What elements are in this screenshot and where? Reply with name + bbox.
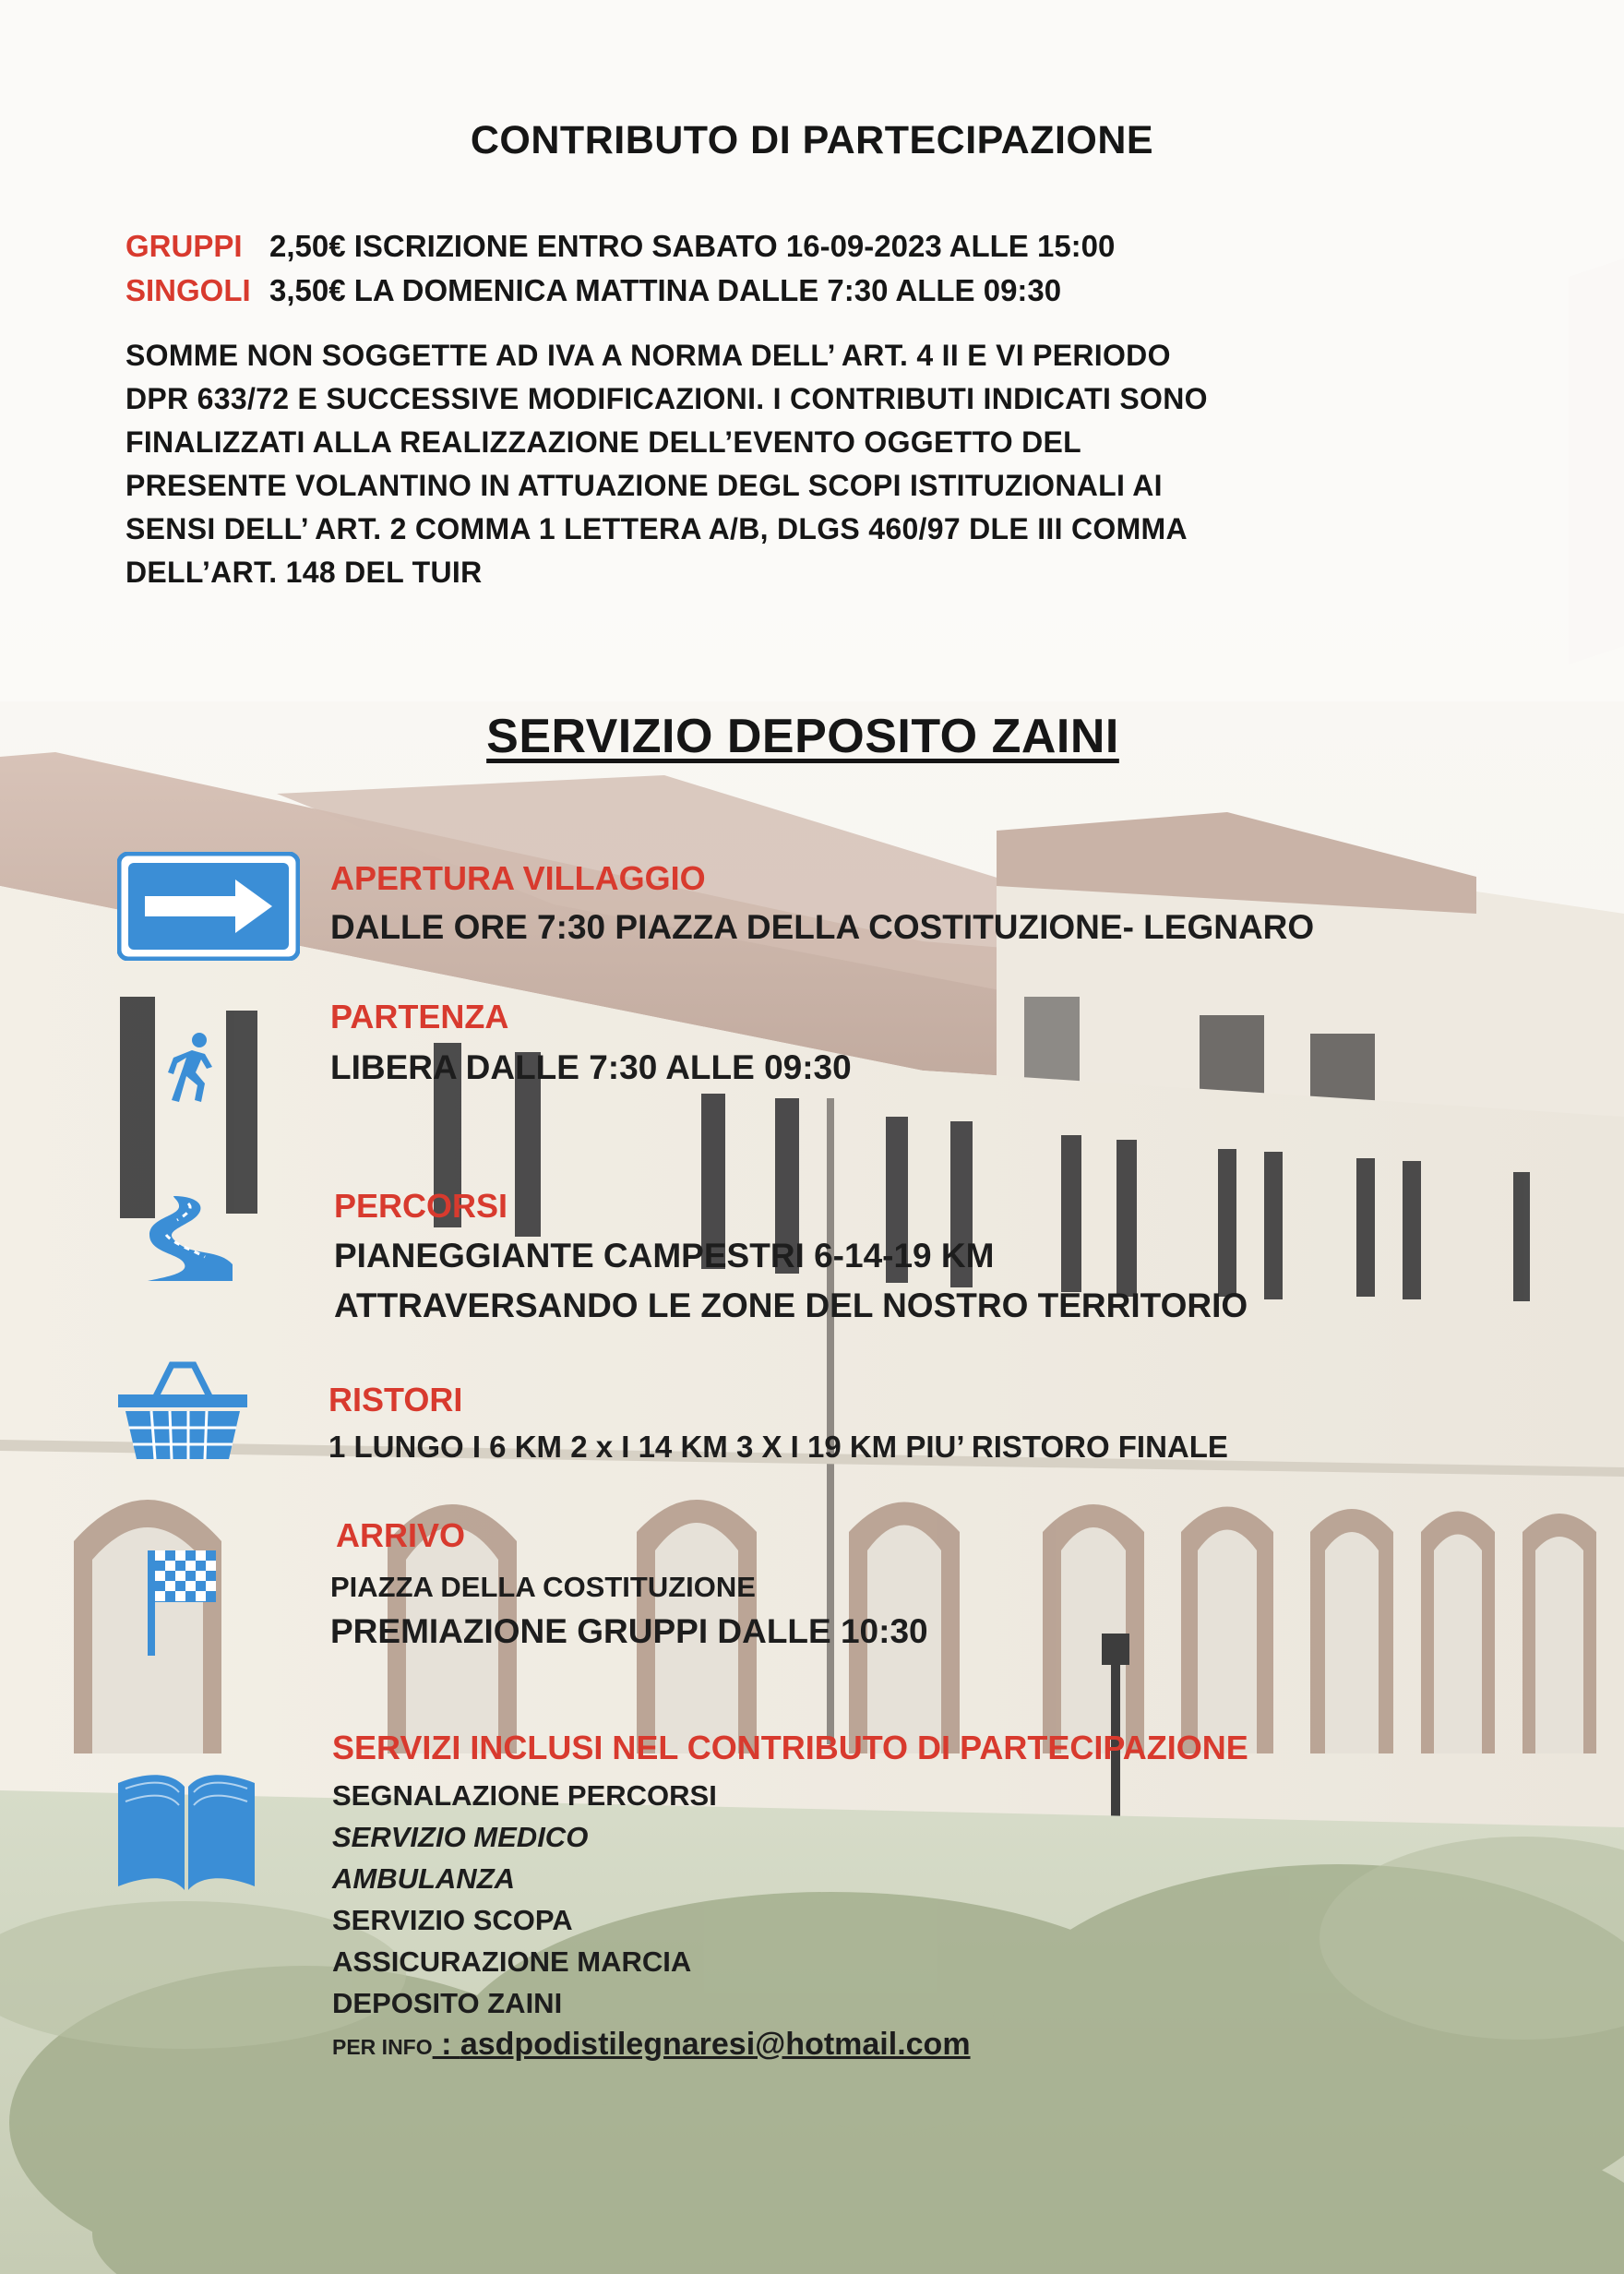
servizi-item: ASSICURAZIONE MARCIA — [332, 1945, 692, 1978]
servizi-item: SERVIZIO MEDICO — [332, 1821, 589, 1853]
info-contact — [332, 2027, 971, 2063]
apertura-line: DALLE ORE 7:30 PIAZZA DELLA COSTITUZIONE- LEGNARO — [330, 908, 1315, 946]
info-email-link[interactable]: asdpodistilegnaresi@hotmail.com — [460, 2027, 971, 2062]
servizi-item: DEPOSITO ZAINI — [332, 1987, 563, 2019]
arrivo-line-1: PIAZZA DELLA COSTITUZIONE — [330, 1571, 756, 1603]
servizi-item: AMBULANZA — [332, 1862, 516, 1895]
runner-icon — [164, 1032, 218, 1104]
fee-row-gruppi — [125, 229, 1115, 264]
percorsi-line-1: PIANEGGIANTE CAMPESTRI 6-14-19 KM — [334, 1237, 995, 1275]
basket-icon — [114, 1361, 251, 1463]
fee-text-singoli: 3,50€ LA DOMENICA MATTINA DALLE 7:30 ALLE 09:30 — [269, 273, 1062, 307]
arrow-sign-icon — [117, 852, 300, 961]
ristori-line: 1 LUNGO I 6 KM 2 x I 14 KM 3 X I 19 KM PIU’ RISTORO FINALE — [328, 1430, 1228, 1464]
fee-text-gruppi: 2,50€ ISCRIZIONE ENTRO SABATO 16-09-2023 ALLE 15:00 — [269, 229, 1116, 263]
apertura-heading: APERTURA VILLAGGIO — [330, 859, 706, 897]
checkered-flag-icon — [146, 1547, 220, 1658]
fee-label-singoli: SINGOLI — [125, 273, 251, 307]
ristori-heading: RISTORI — [328, 1381, 463, 1418]
partenza-heading: PARTENZA — [330, 998, 509, 1035]
open-book-icon — [114, 1765, 258, 1894]
servizi-item: SERVIZIO SCOPA — [332, 1904, 573, 1936]
arrivo-line-2: PREMIAZIONE GRUPPI DALLE 10:30 — [330, 1612, 928, 1650]
arrivo-heading: ARRIVO — [336, 1516, 466, 1554]
partenza-line: LIBERA DALLE 7:30 ALLE 09:30 — [330, 1048, 852, 1086]
info-prefix: PER INFO — [332, 2035, 433, 2059]
servizi-heading: SERVIZI INCLUSI NEL CONTRIBUTO DI PARTECIPAZIONE — [332, 1729, 1248, 1766]
percorsi-heading: PERCORSI — [334, 1187, 508, 1225]
fee-label-gruppi: GRUPPI — [125, 229, 243, 263]
servizio-title: SERVIZIO DEPOSITO ZAINI — [486, 710, 1119, 763]
winding-road-icon — [137, 1192, 238, 1285]
fee-row-singoli — [125, 273, 1061, 308]
contributo-title: CONTRIBUTO DI PARTECIPAZIONE — [470, 118, 1154, 162]
servizi-item: SEGNALAZIONE PERCORSI — [332, 1779, 717, 1812]
info-separator: : — [432, 2027, 460, 2062]
legal-note: SOMME NON SOGGETTE AD IVA A NORMA DELL’ ART. 4 II E VI PERIODO DPR 633/72 E SUCCESSIVE MODIFICAZIONI. I CONTRIBUTI INDICATI SONO FINALIZZATI ALLA REALIZZAZIONE DELL’EVENTO OGGETTO DEL PRESENTE VOLANTINO IN ATTUAZIONE DEGL SCOPI ISTITUZIONALI AI SENSI DELL’ ART. 2 COMMA 1 LETTERA A/B, DLGS 460/97 DLE III COMMA DELL’ART. 148 DEL TUIR — [125, 339, 1208, 589]
percorsi-line-2: ATTRAVERSANDO LE ZONE DEL NOSTRO TERRITORIO — [334, 1287, 1248, 1324]
